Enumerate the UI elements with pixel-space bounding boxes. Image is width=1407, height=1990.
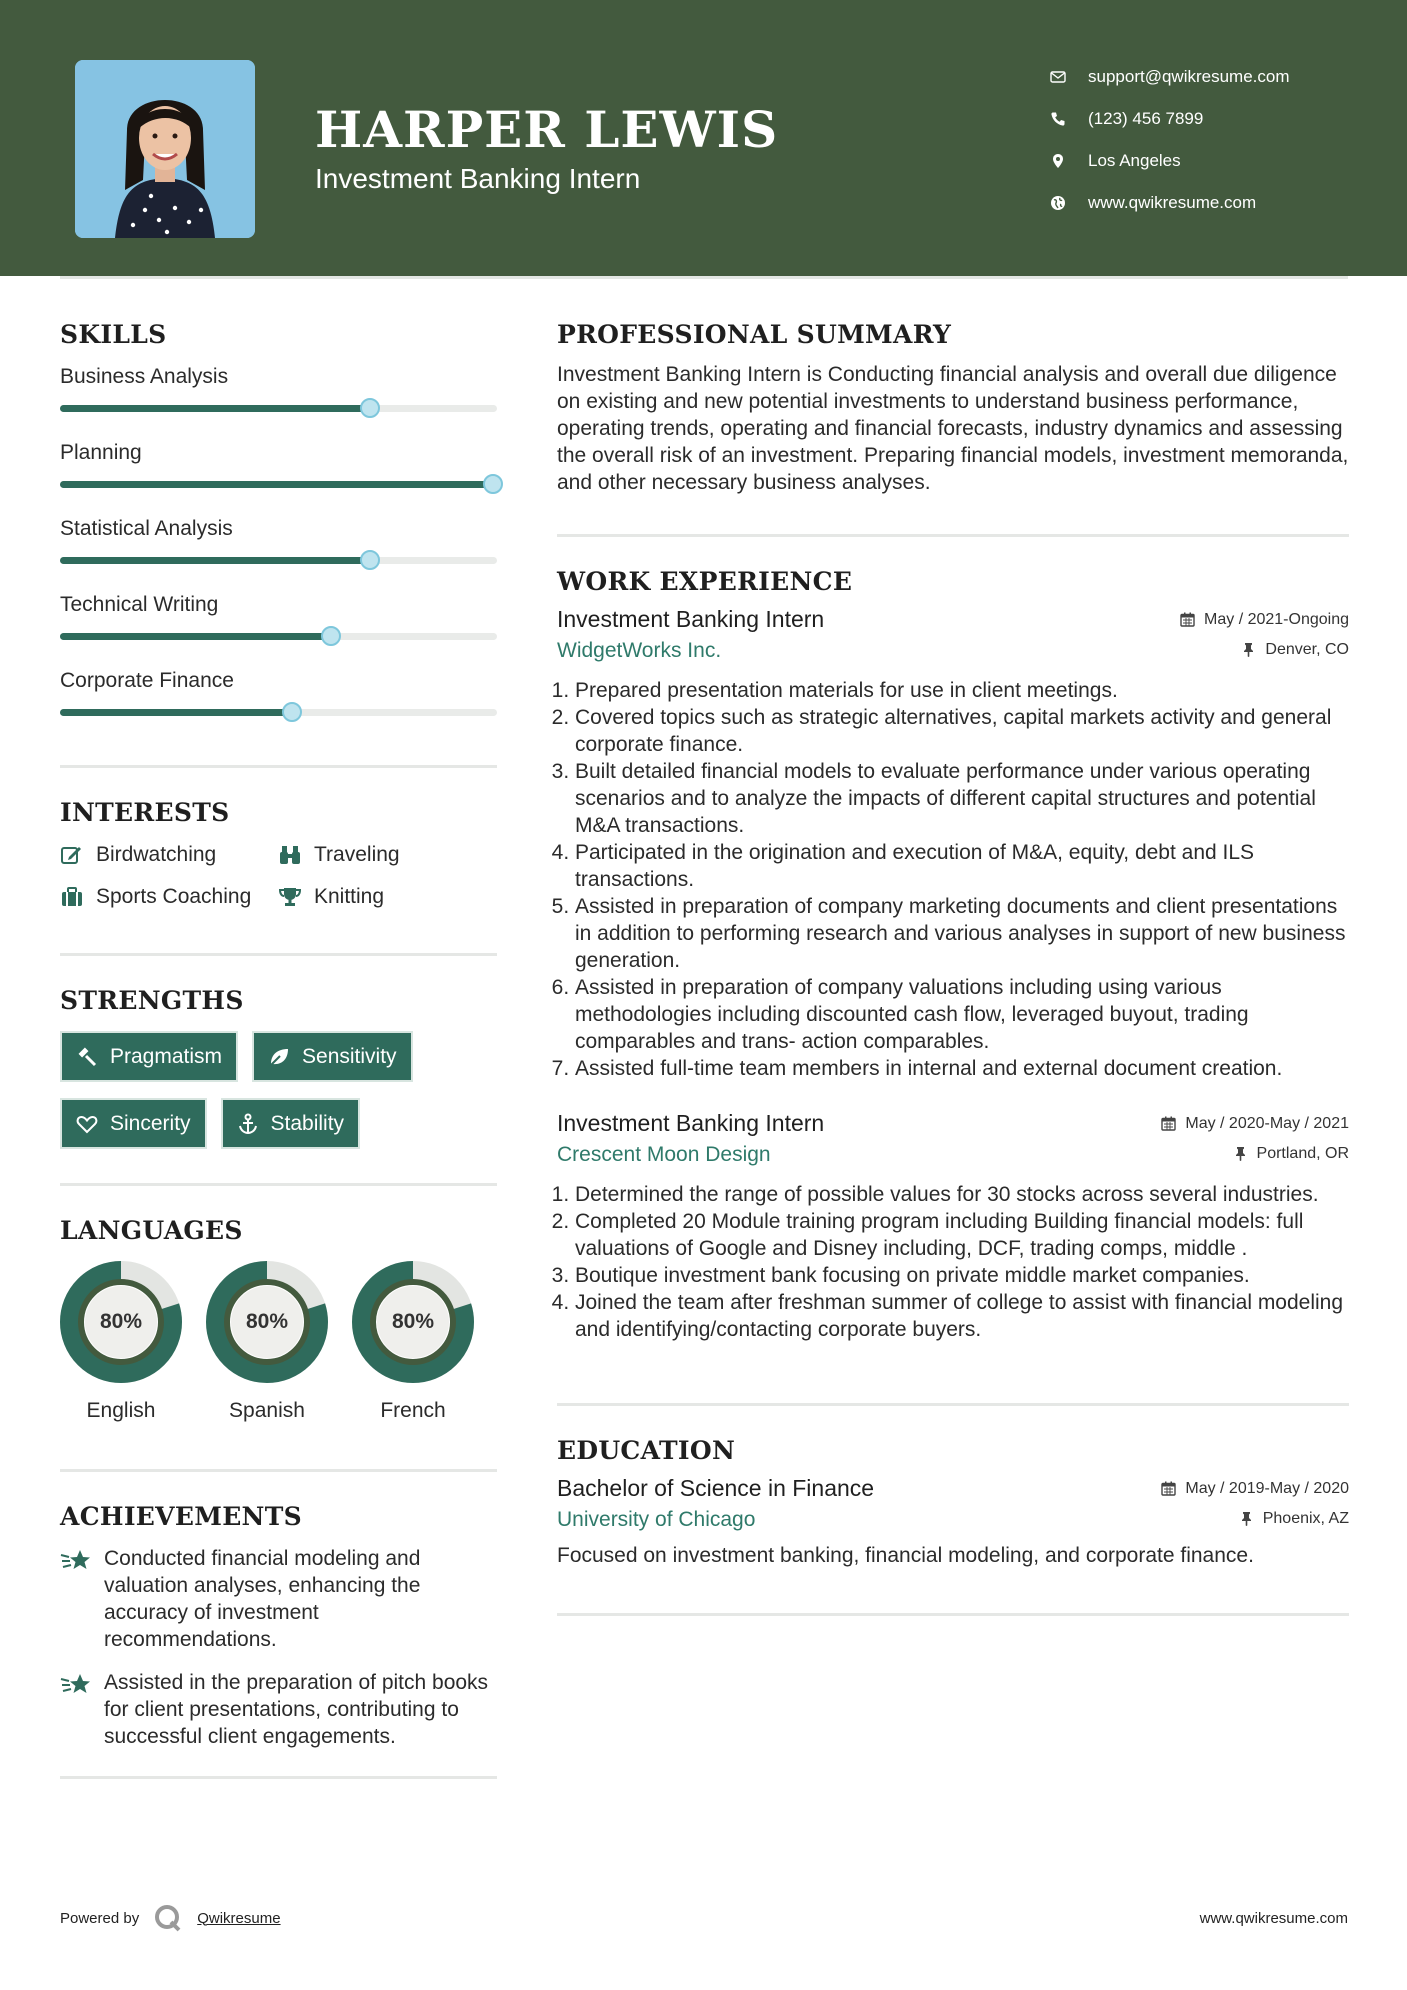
strength-chip: [60, 1031, 238, 1082]
page-footer: [60, 1898, 1348, 1938]
language-donut: [352, 1261, 474, 1383]
duty-item: 1. Determined the range of possible values for 30 stocks across several industries.: [575, 1181, 1349, 1208]
job-dates: [1180, 611, 1349, 629]
map-pin-icon: [1050, 153, 1066, 169]
section-divider: [60, 1776, 497, 1779]
job-location-text: Portland, OR: [1256, 1144, 1349, 1162]
duty-item: 1. Prepared presentation materials for use in client meetings.: [575, 677, 1349, 704]
languages-title: LANGUAGES: [60, 1216, 243, 1245]
summary-text: Investment Banking Intern is Conducting financial analysis and overall due diligence on existing and new potential investments to understand business performance, operating trends, operating and financial forecasts, industry dynamics and assessing the overall risk of an investment. Preparing financial models, investment memoranda, and other necessary business analyses.: [557, 363, 1349, 494]
language-donut: [60, 1261, 182, 1383]
contact-phone[interactable]: [1050, 98, 1390, 140]
achievement-text: Conducted financial modeling and valuation analyses, enhancing the accuracy of investment recommendations.: [104, 1547, 421, 1651]
skill-bar-knob: [360, 398, 380, 418]
skill-bar: [60, 405, 497, 412]
interest-label: Traveling: [314, 843, 400, 866]
anchor-icon: [237, 1113, 259, 1135]
duty-item: 4. Joined the team after freshman summer of college to assist with financial modeling and identifying/contacting corporate buyers.: [575, 1289, 1349, 1343]
skills-title: SKILLS: [60, 320, 167, 349]
skill-bar-fill: [60, 405, 370, 412]
contact-phone-text: (123) 456 7899: [1088, 109, 1204, 128]
skill-item: [60, 507, 497, 583]
skill-bar-fill: [60, 557, 370, 564]
strength-chip: [252, 1031, 413, 1082]
duty-item: 3. Boutique investment bank focusing on private middle market companies.: [575, 1262, 1349, 1289]
left-column: [60, 320, 497, 1779]
strength-label: Pragmatism: [110, 1044, 223, 1068]
education-degree: Bachelor of Science in Finance: [557, 1475, 875, 1501]
experience-title: WORK EXPERIENCE: [557, 567, 853, 596]
footer-website[interactable]: www.qwikresume.com: [1199, 1909, 1348, 1927]
leaf-icon: [268, 1046, 290, 1068]
job-location: [1241, 641, 1349, 659]
job-duties: [557, 1181, 1349, 1343]
job-subheader: [557, 639, 1349, 663]
calendar-icon: [1161, 1116, 1176, 1131]
education-subheader: [557, 1508, 1349, 1532]
language-item: [60, 1261, 182, 1423]
achievements-section: [60, 1502, 497, 1750]
job-duties: [557, 677, 1349, 1082]
job-location-text: Denver, CO: [1265, 640, 1349, 658]
skill-bar-fill: [60, 481, 493, 488]
skill-bar: [60, 709, 497, 716]
section-divider: [60, 1469, 497, 1472]
strength-chip: [221, 1098, 361, 1149]
achievements-title: ACHIEVEMENTS: [60, 1502, 302, 1531]
language-donut: [206, 1261, 328, 1383]
interest-item: [278, 885, 496, 909]
section-divider: [60, 765, 497, 768]
skill-label: Statistical Analysis: [60, 517, 233, 540]
powered-by-label: Powered by: [60, 1909, 140, 1927]
duty-item: 3. Built detailed financial models to evaluate performance under various operating scenarios and to analyze the impacts of different capital structures and potential M&A transactions.: [575, 758, 1349, 839]
contact-email-text: support@qwikresume.com: [1088, 67, 1290, 86]
education-dates-text: May / 2019-May / 2020: [1185, 1479, 1349, 1497]
skill-item: [60, 659, 497, 735]
heart-icon: [76, 1113, 98, 1135]
summary-title: PROFESSIONAL SUMMARY: [557, 320, 952, 349]
powered-by: [60, 1903, 281, 1933]
skill-bar: [60, 557, 497, 564]
calendar-icon: [1180, 612, 1195, 627]
duty-item: 6. Assisted in preparation of company valuations including using various methodologies including discounted cash flow, leveraged buyout, trading comparables and trans- action comparables.: [575, 974, 1349, 1055]
header-divider: [60, 276, 1348, 279]
contact-email[interactable]: [1050, 56, 1390, 98]
skills-section: [60, 320, 497, 735]
skill-item: [60, 583, 497, 659]
section-divider: [557, 1403, 1349, 1406]
education-dates: [1161, 1480, 1349, 1498]
language-item: [352, 1261, 474, 1423]
summary-section: [557, 320, 1349, 496]
calendar-icon: [1161, 1481, 1176, 1496]
binoculars-icon: [278, 844, 302, 866]
skill-label: Technical Writing: [60, 593, 219, 616]
language-item: [206, 1261, 328, 1423]
duty-item: 5. Assisted in preparation of company marketing documents and client presentations in addition to performing research and various analyses in support of new business generation.: [575, 893, 1349, 974]
contact-list: [1050, 56, 1390, 224]
language-name: French: [380, 1399, 446, 1422]
interest-label: Sports Coaching: [96, 885, 252, 908]
candidate-name: HARPER LEWIS: [315, 100, 779, 159]
job-header: [557, 1110, 1349, 1137]
achievement-text: Assisted in the preparation of pitch books for client presentations, contributing to successful client engagements.: [104, 1671, 489, 1748]
language-name: Spanish: [229, 1399, 305, 1422]
interests-list: [60, 843, 497, 909]
language-name: English: [86, 1399, 156, 1422]
skills-list: [60, 355, 497, 735]
skill-label: Planning: [60, 441, 142, 464]
job-location: [1233, 1145, 1349, 1163]
pushpin-icon: [1241, 642, 1256, 657]
duty-item: 4. Participated in the origination and execution of M&A, equity, debt and ILS transactions.: [575, 839, 1349, 893]
duty-item: 2. Completed 20 Module training program including Building financial models: full valuations of Google and Disney including, DCF, trading comps, middle .: [575, 1208, 1349, 1262]
trophy-icon: [278, 886, 302, 908]
envelope-icon: [1050, 69, 1066, 85]
skill-bar-knob: [360, 550, 380, 570]
profile-photo: [75, 60, 255, 238]
interest-label: Birdwatching: [96, 843, 217, 866]
job-header: [557, 606, 1349, 633]
gavel-icon: [76, 1046, 98, 1068]
right-column: [557, 320, 1349, 1616]
strength-label: Sincerity: [110, 1111, 191, 1135]
skill-item: [60, 355, 497, 431]
language-percent: 80%: [231, 1286, 303, 1358]
shooting-star-icon: [60, 1671, 92, 1699]
language-percent: 80%: [85, 1286, 157, 1358]
languages-list: [60, 1261, 497, 1423]
languages-section: [60, 1216, 497, 1423]
contact-website[interactable]: [1050, 182, 1390, 224]
job-company: Crescent Moon Design: [557, 1143, 771, 1166]
section-divider: [557, 1613, 1349, 1616]
strengths-list: [60, 1031, 497, 1149]
candidate-title: Investment Banking Intern: [315, 163, 641, 194]
profile-photo-illustration: [75, 60, 255, 238]
contact-location-text: Los Angeles: [1088, 151, 1181, 170]
achievements-list: [60, 1545, 497, 1750]
job-entry: [557, 1110, 1349, 1343]
job-dates-text: May / 2020-May / 2021: [1185, 1114, 1349, 1132]
interest-item: [60, 885, 278, 909]
job-dates-text: May / 2021-Ongoing: [1204, 610, 1349, 628]
interests-section: [60, 798, 497, 909]
skill-label: Corporate Finance: [60, 669, 234, 692]
strength-label: Stability: [270, 1111, 345, 1135]
contact-website-text: www.qwikresume.com: [1088, 193, 1257, 212]
interest-item: [60, 843, 278, 867]
skill-bar: [60, 633, 497, 640]
section-divider: [60, 1183, 497, 1186]
skill-bar-fill: [60, 633, 331, 640]
contact-location: [1050, 140, 1390, 182]
skill-bar-knob: [282, 702, 302, 722]
globe-icon: [1050, 195, 1066, 211]
strength-label: Sensitivity: [302, 1044, 397, 1068]
education-location-text: Phoenix, AZ: [1262, 1509, 1349, 1527]
achievement-item: [60, 1669, 497, 1750]
education-school: University of Chicago: [557, 1508, 756, 1531]
education-header: [557, 1475, 1349, 1502]
phone-icon: [1050, 111, 1066, 127]
job-subheader: [557, 1143, 1349, 1167]
skill-bar-fill: [60, 709, 292, 716]
interest-item: [278, 843, 496, 867]
experience-section: [557, 567, 1349, 1343]
interest-label: Knitting: [314, 885, 385, 908]
pushpin-icon: [1233, 1146, 1248, 1161]
brand-link[interactable]: Qwikresume: [197, 1909, 281, 1927]
strength-chip: [60, 1098, 207, 1149]
strengths-section: [60, 986, 497, 1149]
education-title: EDUCATION: [557, 1436, 736, 1465]
job-title: Investment Banking Intern: [557, 1110, 825, 1136]
education-location: [1239, 1510, 1349, 1528]
qwikresume-logo-icon: [153, 1903, 183, 1933]
interests-title: INTERESTS: [60, 798, 230, 827]
language-percent: 80%: [377, 1286, 449, 1358]
achievement-item: [60, 1545, 497, 1653]
job-title: Investment Banking Intern: [557, 606, 825, 632]
resume-header: [0, 0, 1407, 276]
education-section: [557, 1436, 1349, 1569]
job-entry: [557, 606, 1349, 1082]
pushpin-icon: [1239, 1511, 1254, 1526]
strengths-title: STRENGTHS: [60, 986, 244, 1015]
skill-bar: [60, 481, 497, 488]
shooting-star-icon: [60, 1547, 92, 1575]
section-divider: [60, 953, 497, 956]
skill-bar-knob: [483, 474, 503, 494]
education-description: Focused on investment banking, financial modeling, and corporate finance.: [557, 1544, 1254, 1567]
section-divider: [557, 534, 1349, 537]
job-dates: [1161, 1115, 1349, 1133]
skill-bar-knob: [321, 626, 341, 646]
duty-item: 2. Covered topics such as strategic alternatives, capital markets activity and general corporate finance.: [575, 704, 1349, 758]
skill-item: [60, 431, 497, 507]
edit-icon: [60, 844, 84, 866]
duty-item: 7. Assisted full-time team members in internal and external document creation.: [575, 1055, 1349, 1082]
skill-label: Business Analysis: [60, 365, 229, 388]
briefcase-icon: [60, 886, 84, 908]
job-company: WidgetWorks Inc.: [557, 639, 722, 662]
